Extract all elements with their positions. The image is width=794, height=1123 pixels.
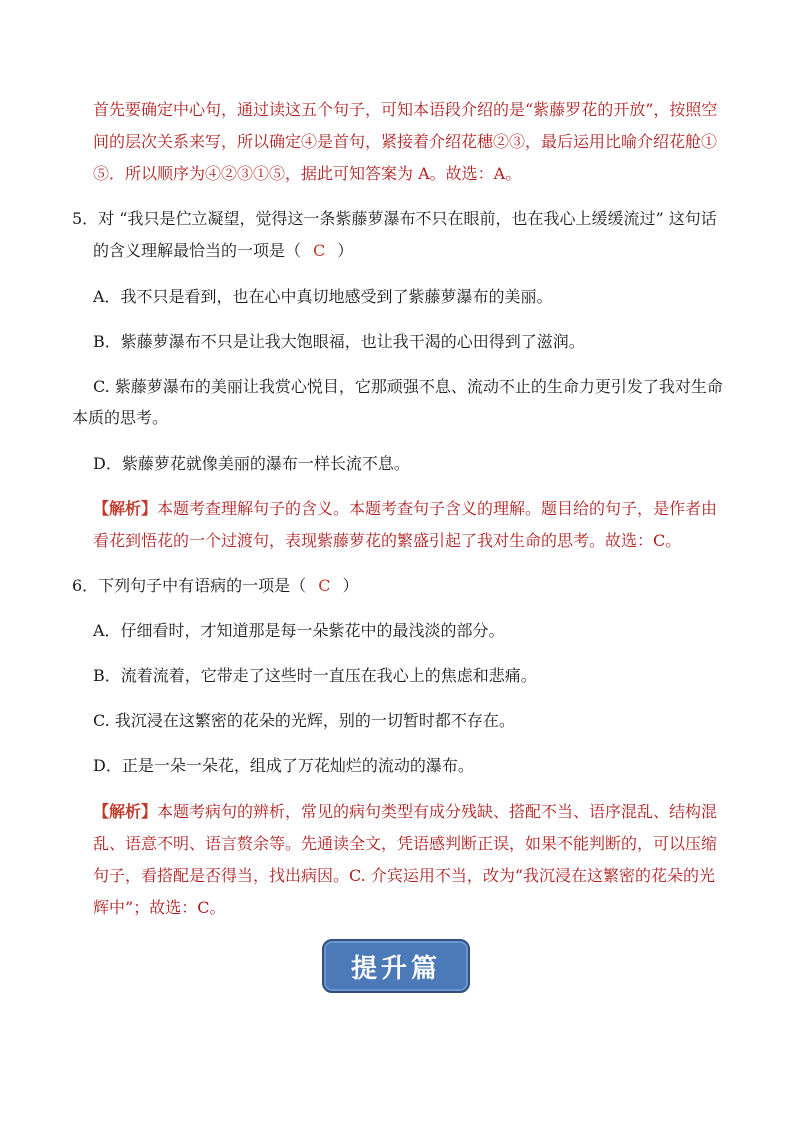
analysis-tag: 【解析】 (93, 802, 158, 821)
q5-stem-line-1: 5．对 “我只是伫立凝望，觉得这一条紫藤萝瀑布不只在眼前，也在我心上缓缓流过” 这句话 (72, 209, 717, 228)
q5-stem-line-2: 的含义理解最恰当的一项是（ C ） (93, 241, 354, 260)
q5-analysis-line-1: 【解析】本题考查理解句子的含义。本题考查句子含义的理解。题目给的句子，是作者由 (93, 499, 718, 518)
q6-option-c: C. 我沉浸在这繁密的花朵的光辉，别的一切暂时都不存在。 (93, 711, 515, 730)
q5-option-c-line-2: 本质的思考。 (72, 408, 169, 427)
q6-option-d: D．正是一朵一朵花，组成了万花灿烂的流动的瀑布。 (93, 756, 474, 775)
analysis-tag: 【解析】 (93, 499, 158, 518)
q5-option-d: D．紫藤萝花就像美丽的瀑布一样长流不息。 (93, 454, 410, 473)
q6-option-a: A．仔细看时，才知道那是每一朵紫花中的最浅淡的部分。 (93, 621, 505, 640)
q6-analysis-line-4: 辉中”；故选：C。 (93, 898, 226, 917)
q6-analysis-line-2: 乱、语意不明、语言赘余等。先通读全文，凭语感判断正误，如果不能判断的，可以压缩 (93, 834, 718, 853)
q6-analysis-line-1: 【解析】本题考病句的辨析，常见的病句类型有成分残缺、搭配不当、语序混乱、结构混 (93, 802, 718, 821)
q6-answer: C (318, 576, 331, 595)
q5-option-b: B．紫藤萝瀑布不只是让我大饱眼福，也让我干渴的心田得到了滋润。 (93, 332, 585, 351)
q6-analysis-line-3: 句子，看搭配是否得当，找出病因。C. 介宾运用不当，改为“我沉浸在这繁密的花朵的光 (93, 866, 716, 885)
intro-line-3: ⑤．所以顺序为④②③①⑤，据此可知答案为 A。故选：A。 (93, 164, 522, 183)
section-heading-button[interactable]: 提升篇 (322, 939, 470, 993)
q5-answer: C (313, 241, 326, 260)
q5-option-c-line-1: C. 紫藤萝瀑布的美丽让我赏心悦目，它那顽强不息、流动不止的生命力更引发了我对生命 (93, 377, 723, 396)
q5-analysis-line-2: 看花到悟花的一个过渡句，表现紫藤萝花的繁盛引起了我对生命的思考。故选：C。 (93, 531, 682, 550)
intro-line-1: 首先要确定中心句，通过读这五个句子，可知本语段介绍的是“紫藤罗花的开放”，按照空 (93, 100, 718, 119)
q6-option-b: B．流着流着，它带走了这些时一直压在我心上的焦虑和悲痛。 (93, 666, 537, 685)
intro-line-2: 间的层次关系来写，所以确定④是首句，紧接着介绍花穗②③，最后运用比喻介绍花舱① (93, 132, 718, 151)
q5-option-a: A．我不只是看到，也在心中真切地感受到了紫藤萝瀑布的美丽。 (93, 287, 553, 306)
q6-stem: 6．下列句子中有语病的一项是（ C ） (72, 576, 359, 595)
